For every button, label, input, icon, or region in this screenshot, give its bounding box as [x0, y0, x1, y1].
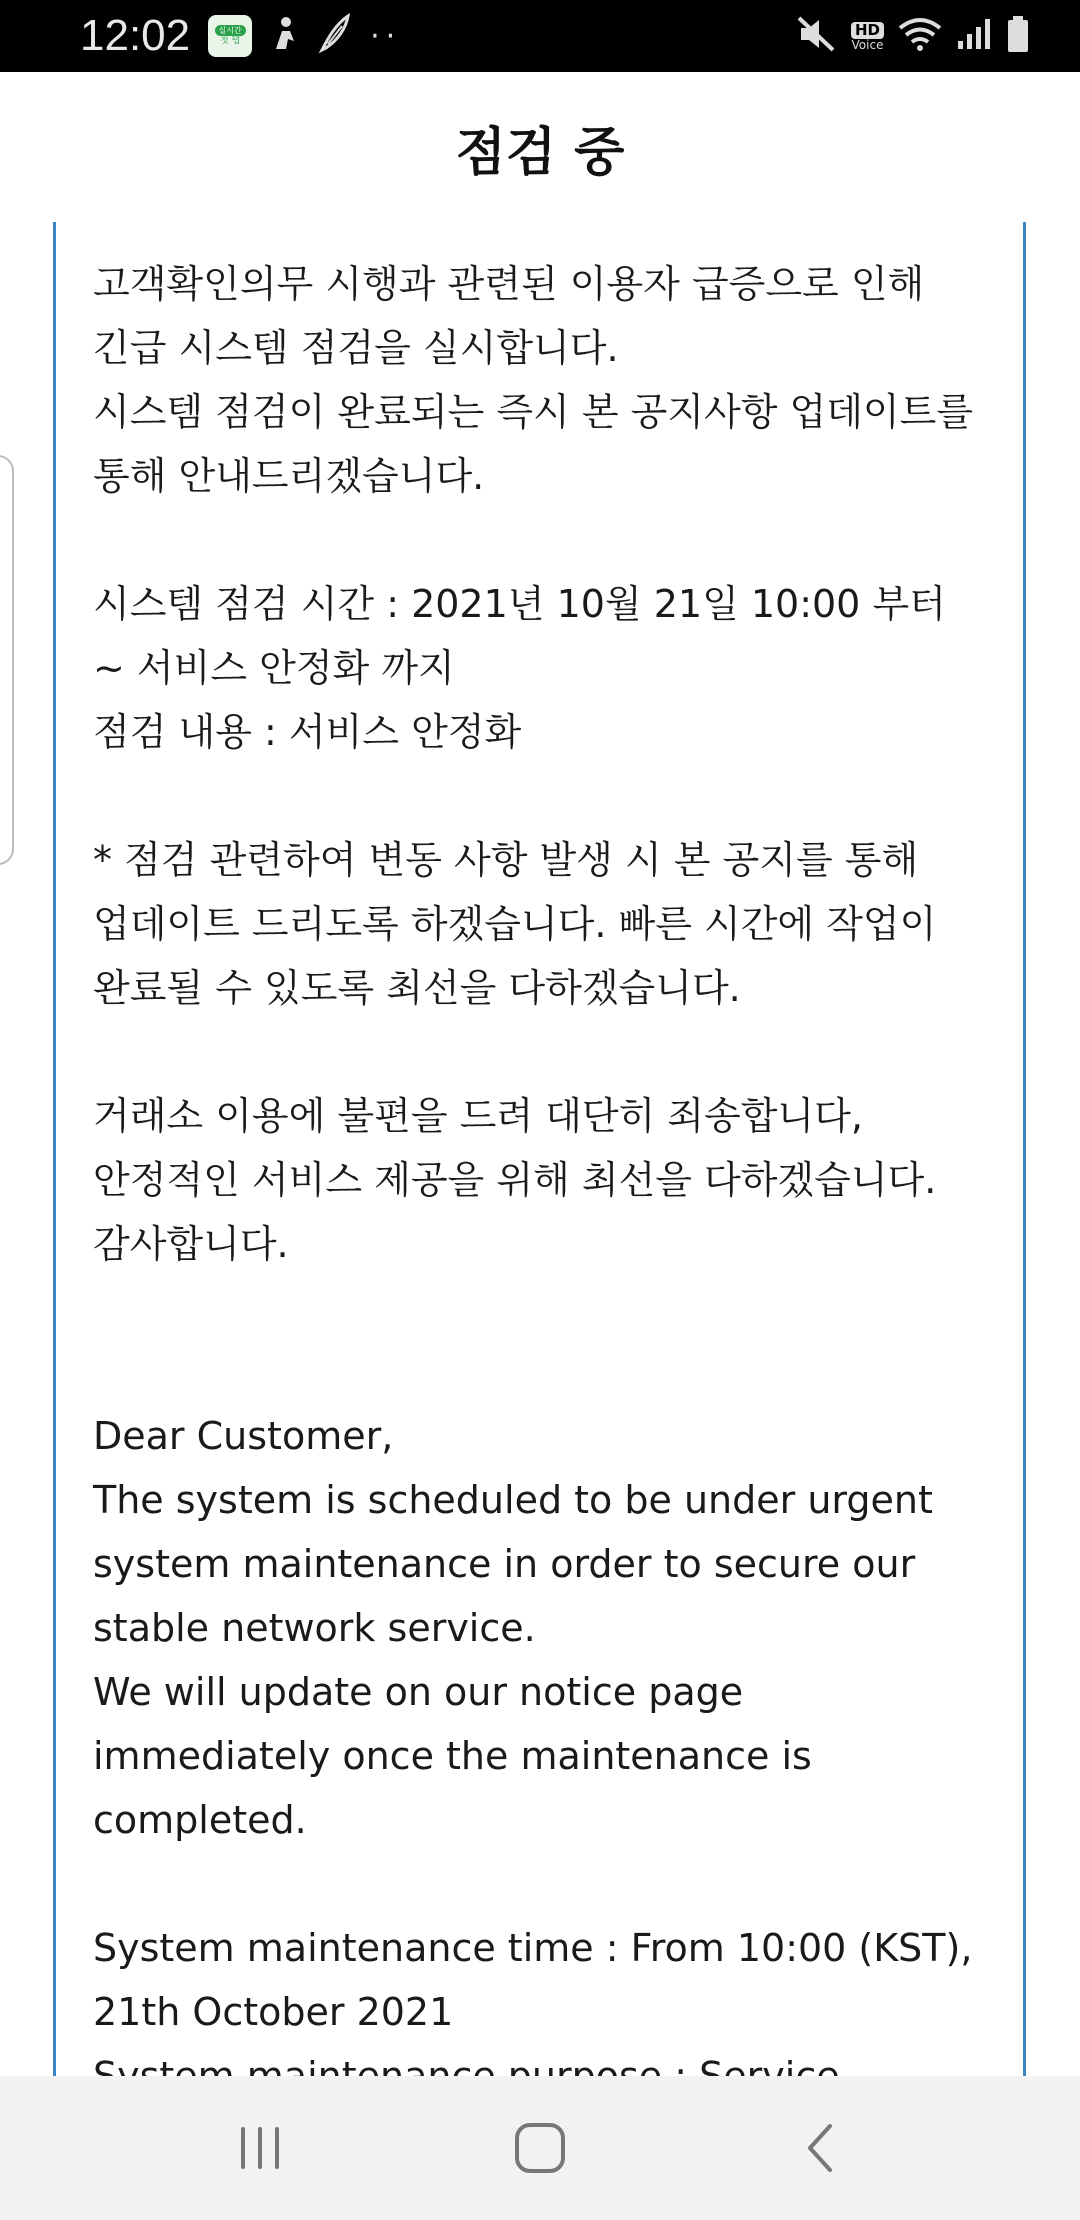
recent-apps-button[interactable] [200, 2098, 320, 2198]
hd-voice-icon [851, 22, 884, 51]
app-notification-icon [208, 15, 252, 57]
notif-text-bottom: 첫 탭 [219, 36, 241, 46]
ko-thanks: 감사합니다. [93, 1222, 289, 1266]
back-icon [800, 2120, 840, 2176]
signal-icon [956, 17, 992, 55]
back-button[interactable] [760, 2098, 880, 2198]
navigation-bar [0, 2076, 1080, 2220]
edge-panel-handle[interactable] [0, 455, 14, 865]
notice-frame[interactable] [53, 222, 1026, 2078]
battery-icon [1006, 15, 1030, 57]
recent-apps-icon [235, 2123, 285, 2173]
status-bar-left [80, 11, 401, 61]
en-line-1: The system is scheduled to be under urgent system maintenance in order to secure our stable network service. [93, 1478, 933, 1650]
ko-maintenance-content: 점검 내용 : 서비스 안정화 [93, 710, 522, 754]
ko-intro-line-1: 고객확인의무 시행과 관련된 이용자 급증으로 인해 긴급 시스템 점검을 실시합니다. [93, 262, 925, 370]
spacer [93, 1276, 987, 1404]
home-button[interactable] [480, 2098, 600, 2198]
ko-maintenance-time: 시스템 점검 시간 : 2021년 10월 21일 10:00 부터 ~ 서비스 안정화 까지 [93, 582, 946, 690]
mute-icon [797, 16, 837, 56]
notif-text-top: 실시간 [215, 25, 246, 36]
page-title: 점검 중 [455, 122, 625, 183]
en-greeting: Dear Customer, [93, 1414, 394, 1458]
wifi-icon [898, 16, 942, 56]
person-notification-icon [270, 15, 300, 57]
spacer [93, 508, 987, 572]
ko-note: * 점검 관련하여 변동 사항 발생 시 본 공지를 통해 업데이트 드리도록 하겠습니다. 빠른 시간에 작업이 완료될 수 있도록 최선을 다하겠습니다. [93, 838, 937, 1010]
ko-apology: 거래소 이용에 불편을 드려 대단히 죄송합니다, 안정적인 서비스 제공을 위해 최선을 다하겠습니다. [93, 1094, 937, 1202]
hd-label: HD [851, 22, 884, 39]
en-line-2: We will update on our notice page immediately once the maintenance is completed. [93, 1670, 812, 1842]
spacer [93, 1852, 987, 1916]
ko-intro-line-2: 시스템 점검이 완료되는 즉시 본 공지사항 업데이트를 통해 안내드리겠습니다. [93, 390, 974, 498]
spacer [93, 764, 987, 828]
more-notifications-icon: ·· [370, 18, 402, 54]
status-bar [0, 0, 1080, 72]
spacer [93, 1020, 987, 1084]
status-time: 12:02 [80, 11, 191, 60]
feather-notification-icon [318, 14, 352, 58]
en-maintenance-time: System maintenance time : From 10:00 (KST), 21th October 2021 [93, 1926, 973, 2034]
notice-body [56, 222, 1023, 2172]
home-icon [512, 2120, 568, 2176]
status-bar-right [797, 15, 1030, 57]
voice-label: Voice [851, 37, 884, 52]
